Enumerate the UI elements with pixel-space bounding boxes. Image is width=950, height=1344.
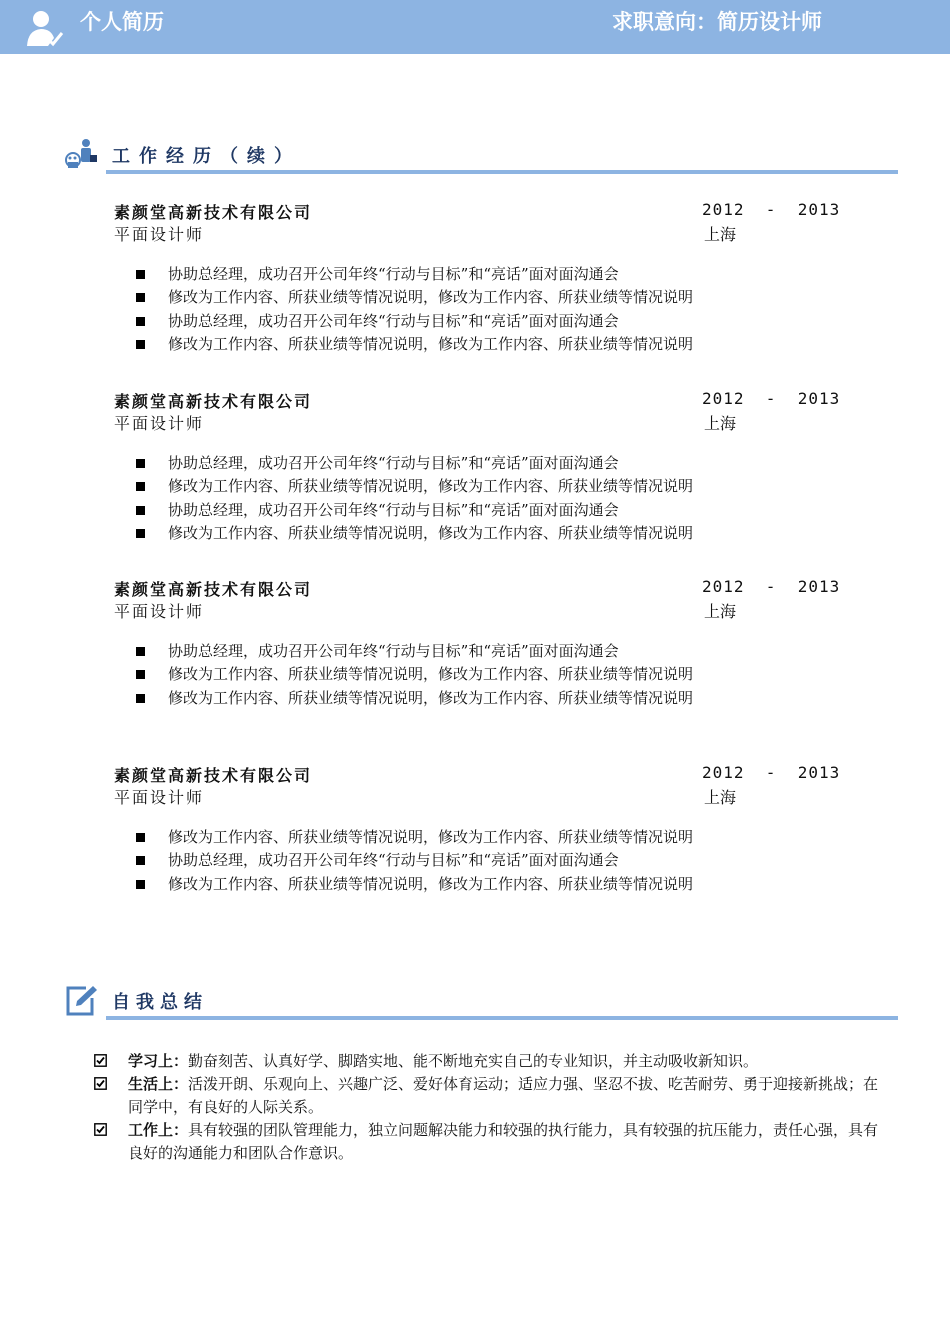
checkbox-checked-icon [94, 1054, 107, 1067]
bullet-item: 修改为工作内容、所获业绩等情况说明，修改为工作内容、所获业绩等情况说明 [134, 333, 693, 356]
checkbox-checked-icon [94, 1123, 107, 1136]
bullet-item: 协助总经理，成功召开公司年终“行动与目标”和“亮话”面对面沟通会 [134, 263, 693, 286]
job-intent: 求职意向：简历设计师 [612, 10, 822, 34]
summary-section-header [64, 984, 898, 1020]
square-bullet-icon [136, 293, 145, 302]
square-bullet-icon [136, 647, 145, 656]
bullet-item: 修改为工作内容、所获业绩等情况说明，修改为工作内容、所获业绩等情况说明 [134, 286, 693, 309]
section-divider [106, 1016, 898, 1020]
job-years: 2012 - 2013 [702, 577, 841, 596]
summary-text: 具有较强的团队管理能力，独立问题解决能力和较强的执行能力，具有较强的抗压能力，责任心强，具有良好的沟通能力和团队合作意识。 [128, 1121, 879, 1162]
square-bullet-icon [136, 506, 145, 515]
bullet-item: 协助总经理，成功召开公司年终“行动与目标”和“亮话”面对面沟通会 [134, 499, 693, 522]
user-icon [24, 8, 64, 48]
checkbox-checked-icon [94, 1077, 107, 1090]
square-bullet-icon [136, 317, 145, 326]
bullet-item: 修改为工作内容、所获业绩等情况说明，修改为工作内容、所获业绩等情况说明 [134, 687, 693, 710]
job-years: 2012 - 2013 [702, 389, 841, 408]
bullet-item: 修改为工作内容、所获业绩等情况说明，修改为工作内容、所获业绩等情况说明 [134, 826, 693, 849]
work-section-title: 工作经历（续） [112, 146, 301, 167]
job-city: 上海 [704, 602, 737, 621]
bullet-item: 协助总经理，成功召开公司年终“行动与目标”和“亮话”面对面沟通会 [134, 849, 693, 872]
summary-list [94, 1050, 884, 1165]
square-bullet-icon [136, 856, 145, 865]
job-city: 上海 [704, 225, 737, 244]
job-years: 2012 - 2013 [702, 763, 841, 782]
job-role: 平面设计师 [114, 602, 205, 621]
company-name: 素颜堂高新技术有限公司 [114, 392, 313, 411]
summary-item [94, 1073, 884, 1119]
edit-icon [64, 984, 98, 1018]
bullet-item: 修改为工作内容、所获业绩等情况说明，修改为工作内容、所获业绩等情况说明 [134, 522, 693, 545]
job-role: 平面设计师 [114, 414, 205, 433]
square-bullet-icon [136, 880, 145, 889]
square-bullet-icon [136, 529, 145, 538]
company-name: 素颜堂高新技术有限公司 [114, 766, 313, 785]
work-team-icon [64, 138, 98, 172]
page-header [0, 0, 950, 54]
resume-title: 个人简历 [80, 10, 164, 34]
square-bullet-icon [136, 833, 145, 842]
summary-label: 工作上： [128, 1121, 189, 1139]
square-bullet-icon [136, 482, 145, 491]
square-bullet-icon [136, 459, 145, 468]
summary-section-title: 自我总结 [112, 992, 208, 1013]
company-name: 素颜堂高新技术有限公司 [114, 203, 313, 222]
job-bullets [134, 640, 693, 710]
bullet-item: 修改为工作内容、所获业绩等情况说明，修改为工作内容、所获业绩等情况说明 [134, 475, 693, 498]
bullet-item: 协助总经理，成功召开公司年终“行动与目标”和“亮话”面对面沟通会 [134, 310, 693, 333]
summary-text: 勤奋刻苦、认真好学、脚踏实地、能不断地充实自己的专业知识，并主动吸收新知识。 [188, 1052, 759, 1070]
summary-label: 学习上： [128, 1052, 189, 1070]
work-section-header [64, 138, 898, 174]
bullet-item: 修改为工作内容、所获业绩等情况说明，修改为工作内容、所获业绩等情况说明 [134, 873, 693, 896]
job-city: 上海 [704, 788, 737, 807]
bullet-item: 协助总经理，成功召开公司年终“行动与目标”和“亮话”面对面沟通会 [134, 452, 693, 475]
job-bullets [134, 452, 693, 545]
job-role: 平面设计师 [114, 225, 205, 244]
job-role: 平面设计师 [114, 788, 205, 807]
summary-item [94, 1050, 884, 1073]
bullet-item: 修改为工作内容、所获业绩等情况说明，修改为工作内容、所获业绩等情况说明 [134, 663, 693, 686]
summary-item [94, 1119, 884, 1165]
summary-text: 活泼开朗、乐观向上、兴趣广泛、爱好体育运动；适应力强、坚忍不拔、吃苦耐劳、勇于迎接新挑战；在同学中，有良好的人际关系。 [128, 1075, 879, 1116]
job-bullets [134, 263, 693, 356]
company-name: 素颜堂高新技术有限公司 [114, 580, 313, 599]
summary-label: 生活上： [128, 1075, 189, 1093]
job-years: 2012 - 2013 [702, 200, 841, 219]
square-bullet-icon [136, 694, 145, 703]
square-bullet-icon [136, 270, 145, 279]
square-bullet-icon [136, 340, 145, 349]
job-city: 上海 [704, 414, 737, 433]
section-divider [106, 170, 898, 174]
bullet-item: 协助总经理，成功召开公司年终“行动与目标”和“亮话”面对面沟通会 [134, 640, 693, 663]
square-bullet-icon [136, 670, 145, 679]
job-bullets [134, 826, 693, 896]
